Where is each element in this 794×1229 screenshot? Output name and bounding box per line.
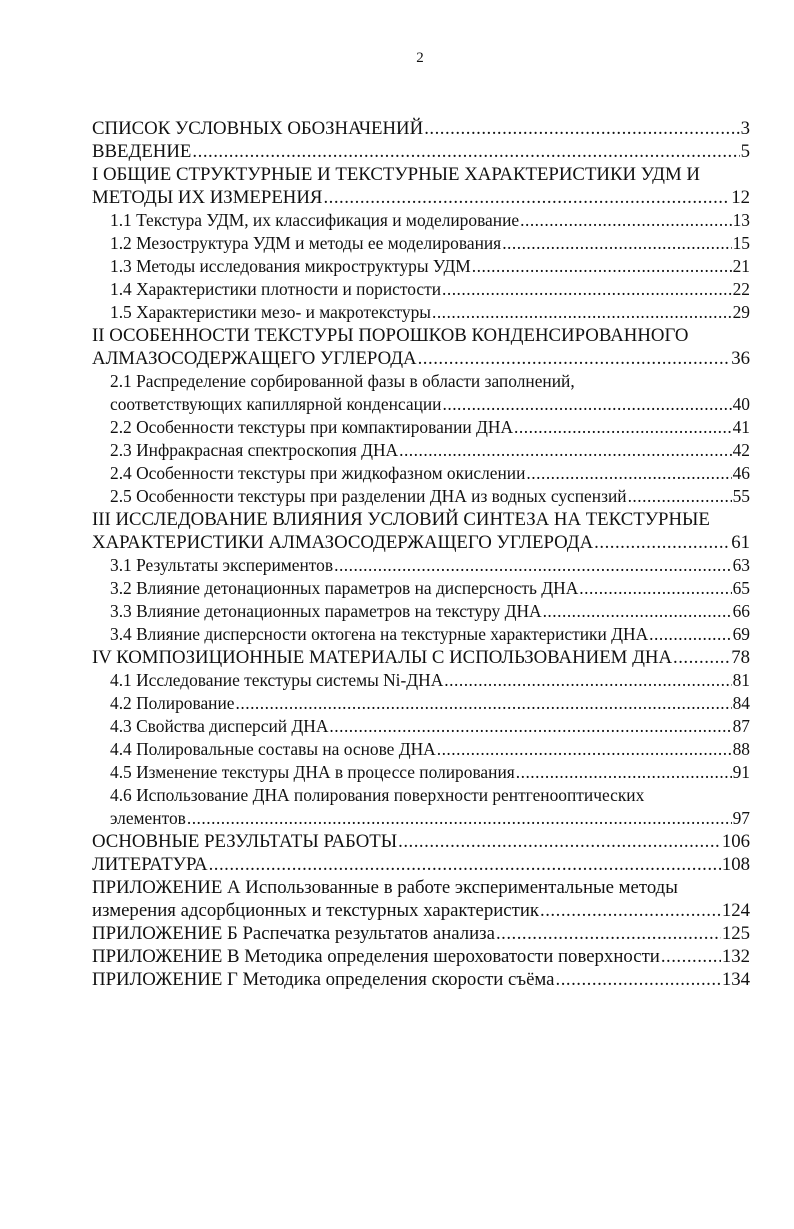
- toc-entry-page: 81: [732, 670, 750, 690]
- dot-leader: [661, 945, 721, 968]
- toc-entry-page: 41: [732, 417, 750, 437]
- dot-leader: [472, 255, 732, 278]
- toc-entry-title-line: 2.1 Распределение сорбированной фазы в области заполнений,: [110, 371, 575, 391]
- toc-entry-page: 3: [740, 118, 750, 139]
- toc-entry-title: ХАРАКТЕРИСТИКИ АЛМАЗОСОДЕРЖАЩЕГО УГЛЕРОДА: [92, 532, 594, 553]
- toc-entry-line: [92, 853, 750, 876]
- toc-entry-page: 12: [731, 187, 750, 208]
- toc-entry-line: [92, 140, 750, 163]
- toc-entry-title: 4.3 Свойства дисперсий ДНА: [110, 716, 329, 736]
- dot-leader: [628, 485, 732, 508]
- toc-entry[interactable]: [92, 439, 750, 462]
- toc-entry-page: 46: [732, 463, 750, 483]
- toc-entry-title: 1.1 Текстура УДМ, их классификация и моделирование: [110, 210, 520, 230]
- dot-leader: [192, 140, 739, 163]
- toc-entry-page: 106: [721, 831, 750, 852]
- toc-entry-line: [110, 577, 750, 600]
- toc-entry[interactable]: [92, 140, 750, 163]
- dot-leader: [236, 692, 732, 715]
- toc-entry-page: 78: [731, 647, 750, 668]
- toc-entry[interactable]: [92, 209, 750, 232]
- toc-entry-line: [110, 715, 750, 738]
- toc-entry-title: 1.4 Характеристики плотности и пористости: [110, 279, 442, 299]
- dot-leader: [543, 600, 732, 623]
- toc-entry-line: [110, 416, 750, 439]
- toc-entry[interactable]: [92, 324, 750, 370]
- dot-leader: [673, 646, 730, 669]
- dot-leader: [323, 186, 730, 209]
- toc-entry-line: [92, 531, 750, 554]
- toc-entry[interactable]: [92, 623, 750, 646]
- dot-leader: [399, 439, 732, 462]
- toc-entry-page: 42: [732, 440, 750, 460]
- toc-entry-line: [92, 347, 750, 370]
- dot-leader: [520, 209, 731, 232]
- dot-leader: [443, 393, 732, 416]
- toc-entry[interactable]: [92, 577, 750, 600]
- toc-entry-title: 2.2 Особенности текстуры при компактировании ДНА: [110, 417, 514, 437]
- toc-entry[interactable]: [92, 738, 750, 761]
- toc-entry-title: МЕТОДЫ ИХ ИЗМЕРЕНИЯ: [92, 187, 323, 208]
- dot-leader: [540, 899, 721, 922]
- toc-entry-title: ПРИЛОЖЕНИЕ В Методика определения шероховатости поверхности: [92, 946, 660, 967]
- dot-leader: [526, 462, 731, 485]
- toc-entry-title: 4.5 Изменение текстуры ДНА в процессе полирования: [110, 762, 515, 782]
- toc-entry-line: [110, 738, 750, 761]
- dot-leader: [514, 416, 732, 439]
- dot-leader: [209, 853, 721, 876]
- toc-entry-page: 66: [732, 601, 750, 621]
- toc-entry-page: 36: [731, 348, 750, 369]
- toc-entry-page: 29: [732, 302, 750, 322]
- toc-entry-title: 3.3 Влияние детонационных параметров на текстуру ДНА: [110, 601, 542, 621]
- toc-entry[interactable]: [92, 876, 750, 922]
- toc-entry-line: [110, 232, 750, 255]
- toc-entry-line: [92, 186, 750, 209]
- dot-leader: [556, 968, 721, 991]
- toc-entry[interactable]: [92, 922, 750, 945]
- toc-entry-page: 69: [732, 624, 750, 644]
- toc-entry-page: 97: [732, 808, 750, 828]
- toc-entry-title: ЛИТЕРАТУРА: [92, 854, 208, 875]
- toc-entry-page: 5: [740, 141, 750, 162]
- toc-entry[interactable]: [92, 784, 750, 830]
- toc-entry-line: [110, 462, 750, 485]
- dot-leader: [437, 738, 732, 761]
- dot-leader: [418, 347, 731, 370]
- toc-entry-title-line: I ОБЩИЕ СТРУКТУРНЫЕ И ТЕКСТУРНЫЕ ХАРАКТЕРИСТИКИ УДМ И: [92, 164, 700, 185]
- dot-leader: [496, 922, 721, 945]
- toc-entry-page: 124: [721, 900, 750, 921]
- toc-entry-line: [92, 830, 750, 853]
- toc-entry-line: [92, 646, 750, 669]
- toc-entry-title-line: 4.6 Использование ДНА полирования поверхности рентгенооптических: [110, 785, 645, 805]
- toc-entry-title: IV КОМПОЗИЦИОННЫЕ МАТЕРИАЛЫ С ИСПОЛЬЗОВАНИЕМ ДНА: [92, 647, 673, 668]
- toc-entry[interactable]: [92, 692, 750, 715]
- toc-entry-title: ПРИЛОЖЕНИЕ Г Методика определения скорости съёма: [92, 969, 555, 990]
- toc-entry-page: 88: [732, 739, 750, 759]
- toc-entry-title-line: II ОСОБЕННОСТИ ТЕКСТУРЫ ПОРОШКОВ КОНДЕНСИРОВАННОГО: [92, 325, 689, 346]
- toc-entry-line: [110, 807, 750, 830]
- toc-entry-title: измерения адсорбционных и текстурных характеристик: [92, 900, 540, 921]
- toc-entry-title: элементов: [110, 808, 186, 828]
- toc-entry-title-line: III ИССЛЕДОВАНИЕ ВЛИЯНИЯ УСЛОВИЙ СИНТЕЗА НА ТЕКСТУРНЫЕ: [92, 509, 710, 530]
- toc-entry[interactable]: [92, 278, 750, 301]
- dot-leader: [187, 807, 732, 830]
- toc-entry-title: 3.4 Влияние дисперсности октогена на текстурные характеристики ДНА: [110, 624, 649, 644]
- toc-entry-line: [110, 439, 750, 462]
- toc-entry[interactable]: [92, 508, 750, 554]
- toc-entry-title: 1.3 Методы исследования микроструктуры УДМ: [110, 256, 471, 276]
- toc-entry[interactable]: [92, 117, 750, 140]
- toc-entry[interactable]: [92, 830, 750, 853]
- dot-leader: [594, 531, 730, 554]
- toc-entry-line: [110, 255, 750, 278]
- dot-leader: [424, 117, 739, 140]
- toc-entry-title: 1.5 Характеристики мезо- и макротекстуры: [110, 302, 431, 322]
- toc-entry[interactable]: [92, 301, 750, 324]
- toc-entry[interactable]: [92, 669, 750, 692]
- toc-entry-line: [92, 899, 750, 922]
- toc-entry[interactable]: [92, 945, 750, 968]
- dot-leader: [432, 301, 732, 324]
- toc-entry-page: 13: [732, 210, 750, 230]
- toc-entry[interactable]: [92, 646, 750, 669]
- toc-entry-page: 63: [732, 555, 750, 575]
- dot-leader: [579, 577, 731, 600]
- toc-entry-page: 91: [732, 762, 750, 782]
- toc-entry-title: ПРИЛОЖЕНИЕ Б Распечатка результатов анализа: [92, 923, 495, 944]
- dot-leader: [444, 669, 731, 692]
- toc-entry-title: 4.1 Исследование текстуры системы Ni-ДНА: [110, 670, 444, 690]
- toc-entry-line: [110, 692, 750, 715]
- toc-entry-line: [110, 761, 750, 784]
- toc-entry[interactable]: [92, 370, 750, 416]
- toc-entry[interactable]: [92, 853, 750, 876]
- toc-entry-page: 125: [721, 923, 750, 944]
- toc-entry[interactable]: [92, 485, 750, 508]
- table-of-contents: [92, 117, 750, 991]
- toc-entry-line: [92, 968, 750, 991]
- toc-entry[interactable]: [92, 554, 750, 577]
- toc-entry-page: 108: [721, 854, 750, 875]
- toc-entry[interactable]: [92, 600, 750, 623]
- toc-entry-line: [92, 117, 750, 140]
- toc-entry-page: 65: [732, 578, 750, 598]
- toc-entry[interactable]: [92, 968, 750, 991]
- toc-entry-title: 4.4 Полировальные составы на основе ДНА: [110, 739, 436, 759]
- toc-entry-page: 40: [732, 394, 750, 414]
- toc-entry[interactable]: [92, 163, 750, 209]
- toc-entry-title: соответствующих капиллярной конденсации: [110, 394, 442, 414]
- dot-leader: [516, 761, 732, 784]
- toc-entry-title: АЛМАЗОСОДЕРЖАЩЕГО УГЛЕРОДА: [92, 348, 417, 369]
- toc-entry-title-line: ПРИЛОЖЕНИЕ А Использованные в работе экспериментальные методы: [92, 877, 678, 898]
- toc-entry-title: ОСНОВНЫЕ РЕЗУЛЬТАТЫ РАБОТЫ: [92, 831, 398, 852]
- toc-entry-line: [110, 600, 750, 623]
- toc-entry[interactable]: [92, 255, 750, 278]
- toc-entry-page: 21: [732, 256, 750, 276]
- toc-entry-line: [110, 393, 750, 416]
- toc-entry-line: [110, 485, 750, 508]
- toc-entry-page: 61: [731, 532, 750, 553]
- toc-entry-line: [110, 209, 750, 232]
- toc-entry-title: 2.3 Инфракрасная спектроскопия ДНА: [110, 440, 399, 460]
- page-number: 2: [416, 50, 424, 66]
- toc-entry[interactable]: [92, 462, 750, 485]
- dot-leader: [442, 278, 732, 301]
- toc-entry-title: 2.5 Особенности текстуры при разделении ДНА из водных суспензий: [110, 486, 627, 506]
- toc-entry-page: 84: [732, 693, 750, 713]
- toc-entry-line: [110, 554, 750, 577]
- dot-leader: [649, 623, 731, 646]
- toc-entry-page: 15: [732, 233, 750, 253]
- toc-entry-line: [110, 278, 750, 301]
- toc-entry-title: 4.2 Полирование: [110, 693, 235, 713]
- dot-leader: [398, 830, 721, 853]
- toc-entry[interactable]: [92, 761, 750, 784]
- toc-entry[interactable]: [92, 232, 750, 255]
- dot-leader: [502, 232, 731, 255]
- dot-leader: [329, 715, 731, 738]
- toc-entry-title: 2.4 Особенности текстуры при жидкофазном окислении: [110, 463, 526, 483]
- toc-entry-title: СПИСОК УСЛОВНЫХ ОБОЗНАЧЕНИЙ: [92, 118, 424, 139]
- toc-entry-title: ВВЕДЕНИЕ: [92, 141, 192, 162]
- toc-entry-line: [92, 922, 750, 945]
- toc-entry-page: 132: [721, 946, 750, 967]
- toc-entry-title: 1.2 Мезоструктура УДМ и методы ее моделирования: [110, 233, 502, 253]
- toc-entry-line: [92, 945, 750, 968]
- toc-entry[interactable]: [92, 416, 750, 439]
- toc-entry-title: 3.2 Влияние детонационных параметров на дисперсность ДНА: [110, 578, 579, 598]
- toc-entry-page: 134: [721, 969, 750, 990]
- toc-entry-line: [110, 669, 750, 692]
- toc-entry-line: [110, 301, 750, 324]
- dot-leader: [334, 554, 732, 577]
- toc-entry-page: 55: [732, 486, 750, 506]
- toc-entry-page: 87: [732, 716, 750, 736]
- toc-entry[interactable]: [92, 715, 750, 738]
- toc-entry-page: 22: [732, 279, 750, 299]
- toc-entry-line: [110, 623, 750, 646]
- toc-entry-title: 3.1 Результаты экспериментов: [110, 555, 334, 575]
